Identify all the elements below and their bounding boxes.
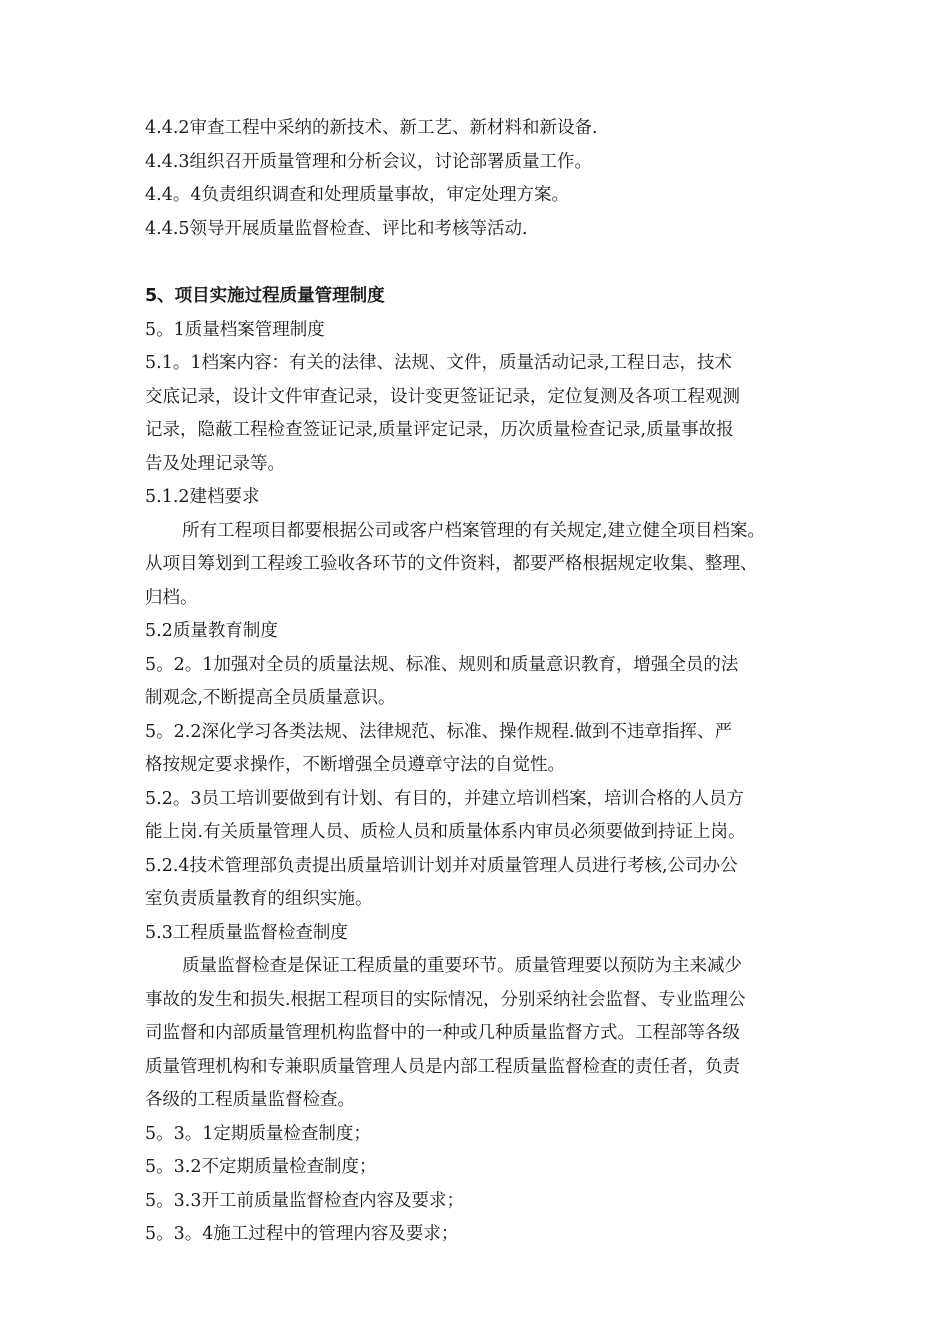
- subsection-5-3-title: 5.3工程质量监督检查制度: [145, 922, 348, 943]
- subsection-5-3-body: [145, 950, 810, 1118]
- text-line: 所有工程项目都要根据公司或客户档案管理的有关规定,建立健全项目档案。: [182, 520, 766, 541]
- clause-5-2-4: [145, 850, 810, 917]
- document-page: [145, 112, 810, 1252]
- text-line: 从项目筹划到工程竣工验收各环节的文件资料，都要严格根据规定收集、整理、: [145, 554, 758, 574]
- text-line: 告及处理记录等。: [145, 453, 285, 474]
- clause-5-2-3: [145, 783, 810, 850]
- text-line: 质量管理机构和专兼职质量管理人员是内部工程质量监督检查的责任者，负责: [145, 1056, 740, 1077]
- clause-5-1-2-body: [145, 515, 810, 616]
- section-5-heading: 5、项目实施过程质量管理制度: [145, 286, 385, 306]
- text-line: 室负责质量教育的组织实施。: [145, 889, 373, 909]
- clause-5-2-1: [145, 649, 810, 716]
- clause-5-1-1: [145, 347, 810, 481]
- clause-4-4-3: 4.4.3组织召开质量管理和分析会议，讨论部署质量工作。: [145, 151, 593, 172]
- clause-5-1-2-title: 5.1.2建档要求: [145, 487, 260, 507]
- text-line: 5.1。1档案内容：有关的法律、法规、文件，质量活动记录,工程日志，技术: [145, 353, 733, 373]
- text-line: 质量监督检查是保证工程质量的重要环节。质量管理要以预防为主来减少: [182, 956, 742, 976]
- text-line: 5.2。3员工培训要做到有计划、有目的，并建立培训档案，培训合格的人员方: [145, 788, 744, 809]
- clause-5-2-2: [145, 716, 810, 783]
- text-line: 交底记录，设计文件审查记录，设计变更签证记录，定位复测及各项工程观测: [145, 386, 740, 407]
- clause-5-3-1: 5。3。1定期质量检查制度；: [145, 1123, 371, 1144]
- text-line: 能上岗.有关质量管理人员、质检人员和质量体系内审员必须要做到持证上岗。: [145, 822, 746, 842]
- text-line: 司监督和内部质量管理机构监督中的一种或几种质量监督方式。工程部等各级: [145, 1023, 740, 1043]
- clause-5-3-3: 5。3.3开工前质量监督检查内容及要求；: [145, 1190, 464, 1211]
- text-line: 5。2。1加强对全员的质量法规、标准、规则和质量意识教育，增强全员的法: [145, 654, 739, 675]
- text-line: 格按规定要求操作，不断增强全员遵章守法的自觉性。: [145, 755, 565, 775]
- text-line: 各级的工程质量监督检查。: [145, 1090, 355, 1110]
- text-line: 5。2.2深化学习各类法规、法律规范、标准、操作规程.做到不违章指挥、严: [145, 721, 733, 742]
- text-line: 5.2.4技术管理部负责提出质量培训计划并对质量管理人员进行考核,公司办公: [145, 855, 738, 876]
- text-line: 记录，隐蔽工程检查签证记录,质量评定记录，历次质量检查记录,质量事故报: [145, 420, 734, 440]
- subsection-5-2-title: 5.2质量教育制度: [145, 621, 278, 641]
- clause-4-4-5: 4.4.5领导开展质量监督检查、评比和考核等活动.: [145, 218, 528, 239]
- clause-4-4-2: 4.4.2审查工程中采纳的新技术、新工艺、新材料和新设备.: [145, 118, 598, 138]
- text-line: 制观念,不断提高全员质量意识。: [145, 688, 396, 708]
- text-line: 归档。: [145, 587, 198, 608]
- clause-4-4-4: 4.4。4负责组织调查和处理质量事故，审定处理方案。: [145, 185, 569, 205]
- clause-5-3-2: 5。3.2不定期质量检查制度；: [145, 1157, 377, 1177]
- subsection-5-1-title: 5。1质量档案管理制度: [145, 319, 325, 340]
- text-line: 事故的发生和损失.根据工程项目的实际情况，分别采纳社会监督、专业监理公: [145, 989, 746, 1010]
- clause-5-3-4: 5。3。4施工过程中的管理内容及要求；: [145, 1224, 459, 1244]
